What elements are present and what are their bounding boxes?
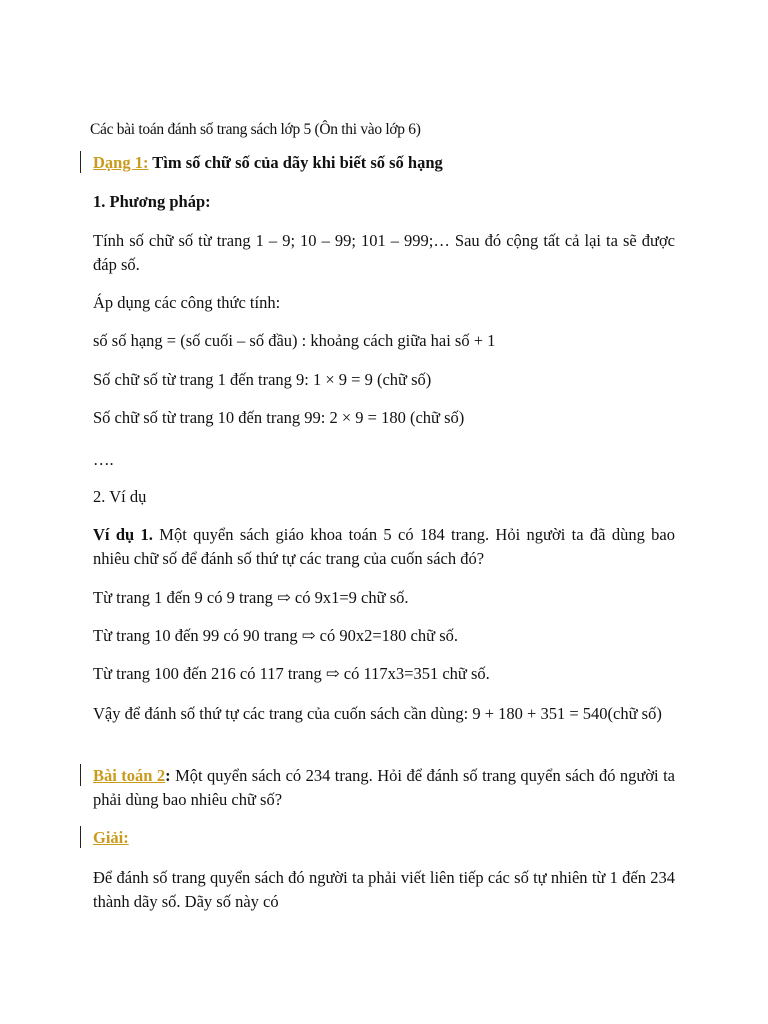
step-1: Từ trang 1 đến 9 có 9 trang ⇨ có 9x1=9 chữ số. [93,588,409,607]
margin-marker [80,826,81,848]
solution-heading [93,826,129,850]
dang1-heading [93,151,443,175]
example-1-text: Một quyển sách giáo khoa toán 5 có 184 trang. Hỏi người ta đã dùng bao nhiêu chữ số để đánh số thứ tự các trang của cuốn sách đó? [93,525,675,568]
step-conclusion: Vậy để đánh số thứ tự các trang của cuốn sách cần dùng: 9 + 180 + 351 = 540(chữ số) [93,704,662,723]
paragraph-digits-1-9: Số chữ số từ trang 1 đến trang 9: 1 × 9 = 9 (chữ số) [93,370,432,389]
paragraph-digits-10-99: Số chữ số từ trang 10 đến trang 99: 2 × 9 = 180 (chữ số) [93,408,465,427]
problem-2 [93,764,675,812]
section-phuong-phap: 1. Phương pháp: [93,192,211,211]
paragraph-formula: số số hạng = (số cuối – số đầu) : khoảng cách giữa hai số + 1 [93,331,496,350]
problem-2-text: Một quyển sách có 234 trang. Hỏi để đánh số trang quyển sách đó người ta phải dùng bao nhiêu chữ số? [93,766,675,809]
solution-label: Giải: [93,828,129,847]
paragraph-formulas-intro: Áp dụng các công thức tính: [93,293,281,312]
document-title: Các bài toán đánh số trang sách lớp 5 (Ôn thi vào lớp 6) [90,121,421,138]
problem-2-colon: : [165,766,171,785]
problem-2-label: Bài toán 2 [93,766,166,785]
dang1-label: Dạng 1: [93,153,149,172]
section-vi-du: 2. Ví dụ [93,487,147,506]
step-3: Từ trang 100 đến 216 có 117 trang ⇨ có 117x3=351 chữ số. [93,664,490,683]
margin-marker [80,764,81,786]
solution-text: Để đánh số trang quyển sách đó người ta phải viết liên tiếp các số tự nhiên từ 1 đến 234 thành dãy số. Dãy số này có [93,868,675,911]
step-2: Từ trang 10 đến 99 có 90 trang ⇨ có 90x2=180 chữ số. [93,626,458,645]
margin-marker [80,151,81,173]
paragraph-method: Tính số chữ số từ trang 1 – 9; 10 – 99; 101 – 999;… Sau đó cộng tất cả lại ta sẽ được đáp số. [93,231,675,274]
paragraph-ellipsis: …. [93,450,114,469]
example-1 [93,523,675,571]
example-1-label: Ví dụ 1. [93,525,153,544]
dang1-text: Tìm số chữ số của dãy khi biết số số hạng [148,153,443,172]
